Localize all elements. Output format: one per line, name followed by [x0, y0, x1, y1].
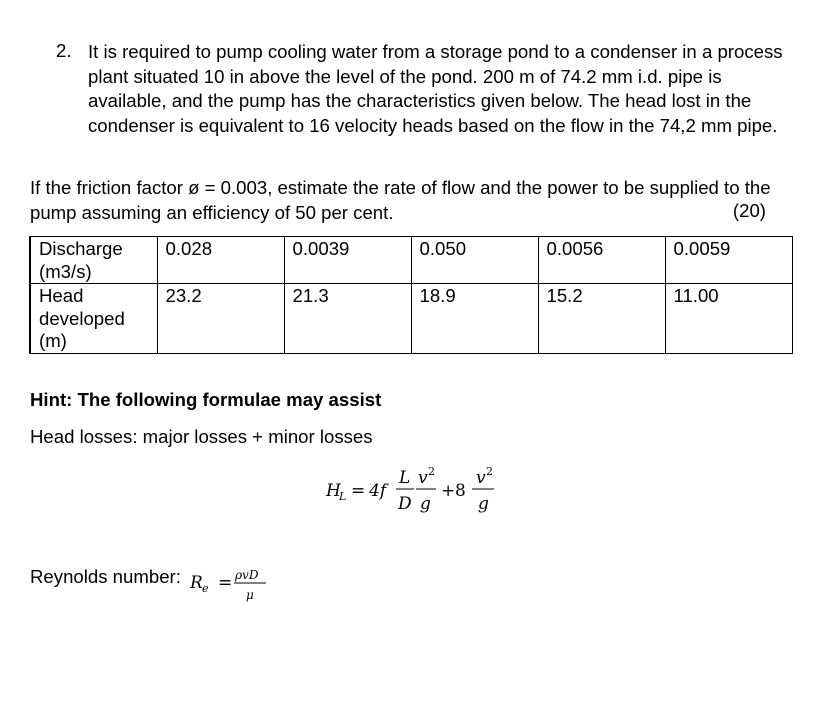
reynolds-label: Reynolds number:: [30, 566, 181, 587]
formula-v2: v: [476, 468, 486, 488]
table-row-label: Discharge (m3/s): [30, 237, 157, 284]
re-equals: =: [218, 573, 233, 593]
formula-sq1: 2: [428, 465, 435, 478]
question-number: 2.: [56, 40, 72, 61]
hint-title: Hint: The following formulae may assist: [30, 389, 382, 410]
formula-coef2: 8: [455, 481, 466, 501]
formula-coef1: 4f: [369, 481, 387, 501]
formula-lhs: H: [326, 481, 341, 501]
re-numerator: ρvD: [235, 568, 259, 582]
table-cell: 0.0039: [284, 237, 411, 284]
table-cell: 15.2: [538, 284, 665, 354]
formula-g1: g: [420, 494, 431, 514]
reynolds-formula: [188, 564, 278, 606]
marks: (20): [732, 200, 766, 221]
condition-text: If the friction factor ø = 0.003, estimate the rate of flow and the power to be supplied to the pump assuming an efficiency of 50 per cent.: [30, 177, 771, 223]
re-lhs-sub: e: [202, 582, 209, 595]
table-cell: 21.3: [284, 284, 411, 354]
table-cell: 18.9: [411, 284, 538, 354]
pump-characteristics-table: [29, 236, 793, 354]
formula-D: D: [398, 494, 412, 514]
formula-v1: v: [418, 468, 428, 488]
table-cell: 0.0056: [538, 237, 665, 284]
formula-plus: +: [441, 481, 456, 501]
table-cell: 0.028: [157, 237, 284, 284]
re-denominator: μ: [246, 588, 254, 602]
table-row-discharge: [30, 237, 792, 284]
head-loss-formula: [322, 458, 512, 520]
formula-lhs-sub: L: [339, 490, 347, 503]
head-losses-text: Head losses: major losses + minor losses: [30, 426, 373, 447]
table-row-head: [30, 284, 792, 354]
table-cell: 23.2: [157, 284, 284, 354]
formula-equals: =: [351, 481, 366, 501]
question-text: It is required to pump cooling water from a storage pond to a condenser in a process plant situated 10 in above the level of the pond. 200 m of 74.2 mm i.d. pipe is available, and the pump has the characteristics given below. The head lost in the condenser is equivalent to 16 velocity heads based on the flow in the 74,2 mm pipe.: [88, 41, 783, 136]
re-lhs: R: [190, 573, 203, 593]
formula-sq2: 2: [486, 465, 493, 478]
table-cell: 11.00: [665, 284, 792, 354]
table-row-label: Head developed (m): [30, 284, 157, 354]
formula-g2: g: [478, 494, 489, 514]
table-cell: 0.0059: [665, 237, 792, 284]
formula-L: L: [399, 468, 411, 488]
table-cell: 0.050: [411, 237, 538, 284]
